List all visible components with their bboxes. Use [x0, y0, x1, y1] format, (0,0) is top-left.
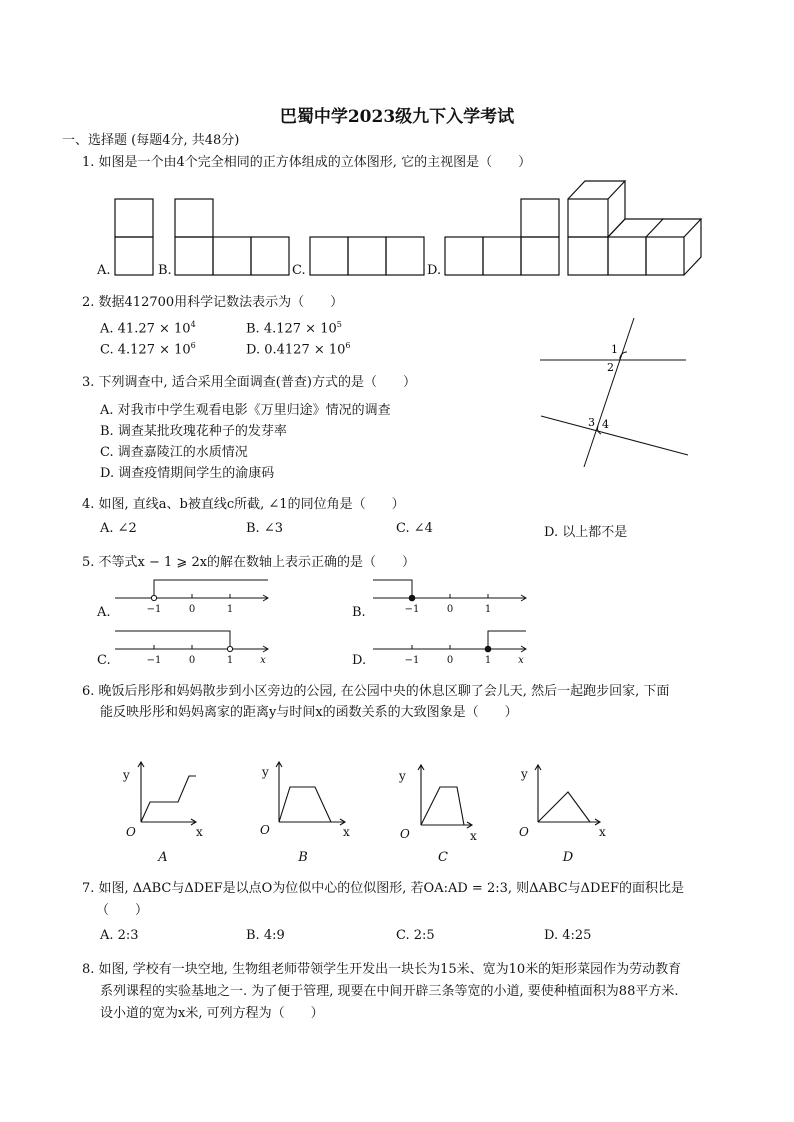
svg-text:y: y — [399, 769, 406, 783]
svg-text:O: O — [260, 823, 270, 837]
svg-text:1: 1 — [484, 655, 492, 666]
question-6-stem-line2: 能反映彤彤和妈妈离家的距离y与时间x的函数关系的大致图象是（ ） — [100, 705, 518, 720]
svg-text:−1: −1 — [146, 655, 162, 666]
q4-option-d: D. 以上都不是 — [544, 525, 628, 540]
section-heading: 一、选择题 (每题4分, 共48分) — [62, 133, 240, 148]
svg-text:−1: −1 — [404, 604, 420, 615]
q7-option-d: D. 4:25 — [544, 928, 592, 943]
question-7-stem-line2: （ ） — [96, 903, 149, 918]
question-3-stem: 3. 下列调查中, 适合采用全面调查(普查)方式的是（ ） — [82, 375, 416, 390]
q7-option-b: B. 4:9 — [246, 928, 285, 943]
question-5-stem: 5. 不等式x − 1 ⩾ 2x的解在数轴上表示正确的是（ ） — [82, 555, 416, 570]
svg-text:−1: −1 — [146, 604, 162, 615]
question-8-line3: 设小道的宽为x米, 可列方程为（ ） — [100, 1006, 324, 1021]
svg-text:y: y — [262, 765, 269, 779]
svg-text:x: x — [470, 829, 477, 843]
q3-option-a: A. 对我市中学生观看电影《万里归途》情况的调查 — [100, 403, 391, 418]
q4-option-c: C. ∠4 — [396, 521, 433, 536]
q3-option-c: C. 调查嘉陵江的水质情况 — [100, 445, 248, 460]
q1-option-d-label: D. — [427, 263, 442, 278]
svg-text:0: 0 — [188, 655, 196, 666]
question-7-stem-line1: 7. 如图, ΔABC与ΔDEF是以点O为位似中心的位似图形, 若OA:AD = 2:3, 则ΔABC与ΔDEF的面积比是 — [82, 881, 684, 896]
question-1-stem: 1. 如图是一个由4个完全相同的正方体组成的立体图形, 它的主视图是（ ） — [82, 155, 532, 170]
svg-text:y: y — [521, 767, 528, 781]
q1-option-c-label: C. — [292, 263, 306, 278]
svg-text:1: 1 — [226, 655, 234, 666]
q6-graph-c-label: C — [438, 850, 448, 865]
svg-text:0: 0 — [446, 604, 454, 615]
svg-text:O: O — [400, 827, 410, 841]
svg-text:x: x — [599, 825, 606, 839]
q6-graph-a-label: A — [158, 850, 168, 865]
q7-option-a: A. 2:3 — [100, 928, 139, 943]
q1-option-b-label: B. — [158, 263, 172, 278]
q2-option-b: B. $4.127 \times 10^5$ — [246, 320, 342, 337]
svg-text:x: x — [343, 825, 350, 839]
svg-text:x: x — [196, 825, 203, 839]
q7-option-c: C. 2:5 — [396, 928, 435, 943]
q4-angle-3-label: 3 — [588, 416, 595, 429]
svg-text:−1: −1 — [404, 655, 420, 666]
q5-option-c-label: C. — [97, 653, 111, 668]
svg-text:O: O — [126, 825, 136, 839]
q4-angle-1-label: 1 — [611, 343, 618, 356]
question-8-line2: 系列课程的实验基地之一. 为了便于管理, 现要在中间开辟三条等宽的小道, 要使种植面积为88平方米. — [100, 984, 679, 999]
q3-option-b: B. 调查某批玫瑰花种子的发芽率 — [100, 424, 287, 439]
question-4-stem: 4. 如图, 直线a、b被直线c所截, ∠1的同位角是（ ） — [82, 497, 405, 512]
q2-option-a: A. $41.27 \times 10^4$ — [100, 320, 196, 337]
page-title: 巴蜀中学2023级九下入学考试 — [279, 107, 515, 127]
q1-option-a-label: A. — [97, 263, 111, 278]
q5-option-d-label: D. — [352, 653, 367, 668]
svg-text:0: 0 — [188, 604, 196, 615]
q3-option-d: D. 调查疫情期间学生的渝康码 — [100, 466, 275, 481]
question-2-stem: 2. 数据412700用科学记数法表示为（ ） — [82, 295, 344, 310]
q6-graph-d-label: D — [562, 850, 574, 865]
q5-option-a-label: A. — [97, 605, 111, 620]
svg-text:y: y — [123, 768, 130, 782]
q2-option-d: D. $0.4127 \times 10^6$ — [246, 341, 351, 358]
q5-option-b-label: B. — [352, 605, 366, 620]
q6-graph-b-label: B — [298, 850, 308, 865]
svg-text:O: O — [519, 825, 529, 839]
q4-angle-4-label: 4 — [602, 418, 609, 431]
q4-angle-2-label: 2 — [607, 361, 614, 374]
svg-text:x: x — [260, 655, 266, 666]
q2-option-c: C. $4.127 \times 10^6$ — [100, 341, 196, 358]
question-6-stem-line1: 6. 晚饭后彤彤和妈妈散步到小区旁边的公园, 在公园中央的休息区聊了会儿天, 然后一起跑步回家, 下面 — [82, 684, 670, 699]
question-8-line1: 8. 如图, 学校有一块空地, 生物组老师带领学生开发出一块长为15米、宽为10米的矩形菜园作为劳动教育 — [82, 962, 682, 977]
svg-text:0: 0 — [446, 655, 454, 666]
q4-option-b: B. ∠3 — [246, 521, 283, 536]
q4-option-a: A. ∠2 — [100, 521, 137, 536]
svg-text:1: 1 — [226, 604, 234, 615]
svg-text:1: 1 — [484, 604, 492, 615]
svg-text:x: x — [518, 655, 524, 666]
